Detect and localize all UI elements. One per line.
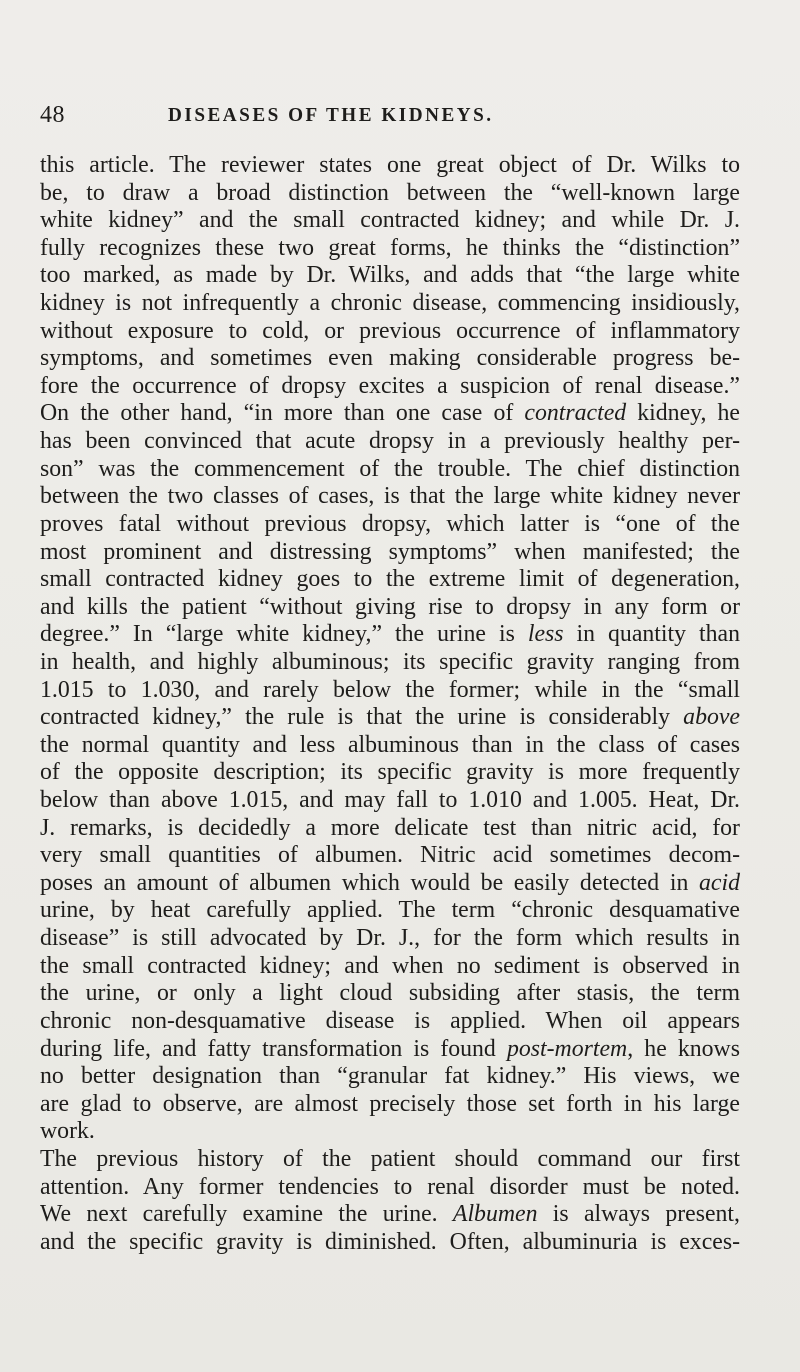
text-line xyxy=(40,1063,740,1091)
page-header xyxy=(0,102,800,132)
text-segment: most prominent and distressing symptoms” when manifested; the xyxy=(40,538,740,565)
text-line xyxy=(40,870,740,898)
text-line xyxy=(40,1008,740,1036)
text-line xyxy=(40,235,740,263)
text-line xyxy=(40,483,740,511)
italic-text: less xyxy=(527,621,564,648)
text-line xyxy=(40,318,740,346)
text-line xyxy=(40,1118,740,1146)
italic-text: Albumen xyxy=(452,1201,538,1228)
text-line xyxy=(40,262,740,290)
text-line xyxy=(40,621,740,649)
text-line xyxy=(40,1174,740,1202)
text-segment: below than above 1.015, and may fall to 1.010 and 1.005. Heat, Dr. xyxy=(40,787,740,814)
text-segment: kidney, he xyxy=(626,400,740,427)
italic-text: acid xyxy=(699,869,740,896)
text-segment: during life, and fatty transformation is found xyxy=(40,1035,507,1062)
text-segment: chronic non-desquamative disease is applied. When oil appears xyxy=(40,1007,740,1034)
italic-text: above xyxy=(683,704,740,731)
text-segment: and kills the patient “without giving rise to dropsy in any form or xyxy=(40,593,740,620)
running-title: DISEASES OF THE KIDNEYS. xyxy=(168,104,494,126)
text-segment: attention. Any former tendencies to renal disorder must be noted. xyxy=(40,1173,740,1200)
body-text xyxy=(40,152,740,1256)
text-segment: J. remarks, is decidedly a more delicate test than nitric acid, for xyxy=(40,814,740,841)
text-segment: proves fatal without previous dropsy, which latter is “one of the xyxy=(40,510,740,537)
text-segment: symptoms, and sometimes even making considerable progress be- xyxy=(40,345,740,372)
text-line xyxy=(40,1146,740,1174)
text-line xyxy=(40,1036,740,1064)
text-segment: and the specific gravity is diminished. Often, albuminuria is exces- xyxy=(40,1228,740,1255)
text-line xyxy=(40,180,740,208)
text-line xyxy=(40,759,740,787)
text-line xyxy=(40,594,740,622)
text-segment: the small contracted kidney; and when no sediment is observed in xyxy=(40,952,740,979)
text-segment: has been convinced that acute dropsy in a previously healthy per- xyxy=(40,428,740,455)
text-line xyxy=(40,1201,740,1229)
text-line xyxy=(40,290,740,318)
text-line xyxy=(40,207,740,235)
text-segment: without exposure to cold, or previous occurrence of inflammatory xyxy=(40,317,740,344)
text-segment: white kidney” and the small contracted kidney; and while Dr. J. xyxy=(40,207,740,234)
text-line xyxy=(40,1091,740,1119)
italic-text: post-mortem xyxy=(506,1035,628,1062)
text-segment: kidney is not infrequently a chronic disease, commencing insidiously, xyxy=(40,290,740,317)
text-segment: are glad to observe, are almost precisely those set forth in his large xyxy=(40,1090,740,1117)
text-segment: too marked, as made by Dr. Wilks, and adds that “the large white xyxy=(40,262,740,289)
text-segment: On the other hand, “in more than one case of xyxy=(40,400,525,427)
text-segment: degree.” In “large white kidney,” the urine is xyxy=(40,621,528,648)
text-line xyxy=(40,787,740,815)
text-segment: in quantity than xyxy=(563,621,740,648)
text-segment: contracted kidney,” the rule is that the urine is considerably xyxy=(40,704,684,731)
text-line xyxy=(40,815,740,843)
text-segment: the normal quantity and less albuminous than in the class of cases xyxy=(40,731,740,758)
text-line xyxy=(40,953,740,981)
text-line xyxy=(40,677,740,705)
text-line xyxy=(40,980,740,1008)
text-segment: fully recognizes these two great forms, he thinks the “distinction” xyxy=(40,234,740,261)
text-segment: urine, by heat carefully applied. The term “chronic desquamative xyxy=(40,897,740,924)
text-line xyxy=(40,345,740,373)
text-line xyxy=(40,925,740,953)
text-segment: , he knows xyxy=(627,1035,740,1062)
text-segment: small contracted kidney goes to the extreme limit of degeneration, xyxy=(40,566,740,593)
text-line xyxy=(40,842,740,870)
text-segment: between the two classes of cases, is that the large white kidney never xyxy=(40,483,740,510)
text-line xyxy=(40,456,740,484)
text-segment: work. xyxy=(40,1118,95,1145)
text-segment: the urine, or only a light cloud subsiding after stasis, the term xyxy=(40,980,740,1007)
text-line xyxy=(40,511,740,539)
text-segment: We next carefully examine the urine. xyxy=(40,1201,453,1228)
text-line xyxy=(40,732,740,760)
page-number: 48 xyxy=(40,102,65,128)
text-line xyxy=(40,373,740,401)
text-line xyxy=(40,152,740,180)
text-line xyxy=(40,649,740,677)
text-segment: disease” is still advocated by Dr. J., for the form which results in xyxy=(40,925,740,952)
text-segment: of the opposite description; its specific gravity is more frequently xyxy=(40,759,740,786)
text-line xyxy=(40,539,740,567)
italic-text: contracted xyxy=(524,400,627,427)
text-segment: is always present, xyxy=(537,1201,740,1228)
text-line xyxy=(40,400,740,428)
text-segment: be, to draw a broad distinction between the “well-known large xyxy=(40,179,740,206)
text-segment: fore the occurrence of dropsy excites a suspicion of renal disease.” xyxy=(40,372,740,399)
text-segment: very small quantities of albumen. Nitric acid sometimes decom- xyxy=(40,842,740,869)
text-segment: in health, and highly albuminous; its specific gravity ranging from xyxy=(40,648,740,675)
text-segment: no better designation than “granular fat kidney.” His views, we xyxy=(40,1063,740,1090)
text-line xyxy=(40,428,740,456)
text-segment: son” was the commencement of the trouble. The chief distinction xyxy=(40,455,740,482)
text-segment: this article. The reviewer states one great object of Dr. Wilks to xyxy=(40,152,740,178)
text-line xyxy=(40,704,740,732)
text-line xyxy=(40,897,740,925)
text-segment: poses an amount of albumen which would be easily detected in xyxy=(40,869,700,896)
text-segment: The previous history of the patient should command our first xyxy=(40,1145,740,1172)
text-line xyxy=(40,1229,740,1257)
text-segment: 1.015 to 1.030, and rarely below the former; while in the “small xyxy=(40,676,740,703)
text-line xyxy=(40,566,740,594)
